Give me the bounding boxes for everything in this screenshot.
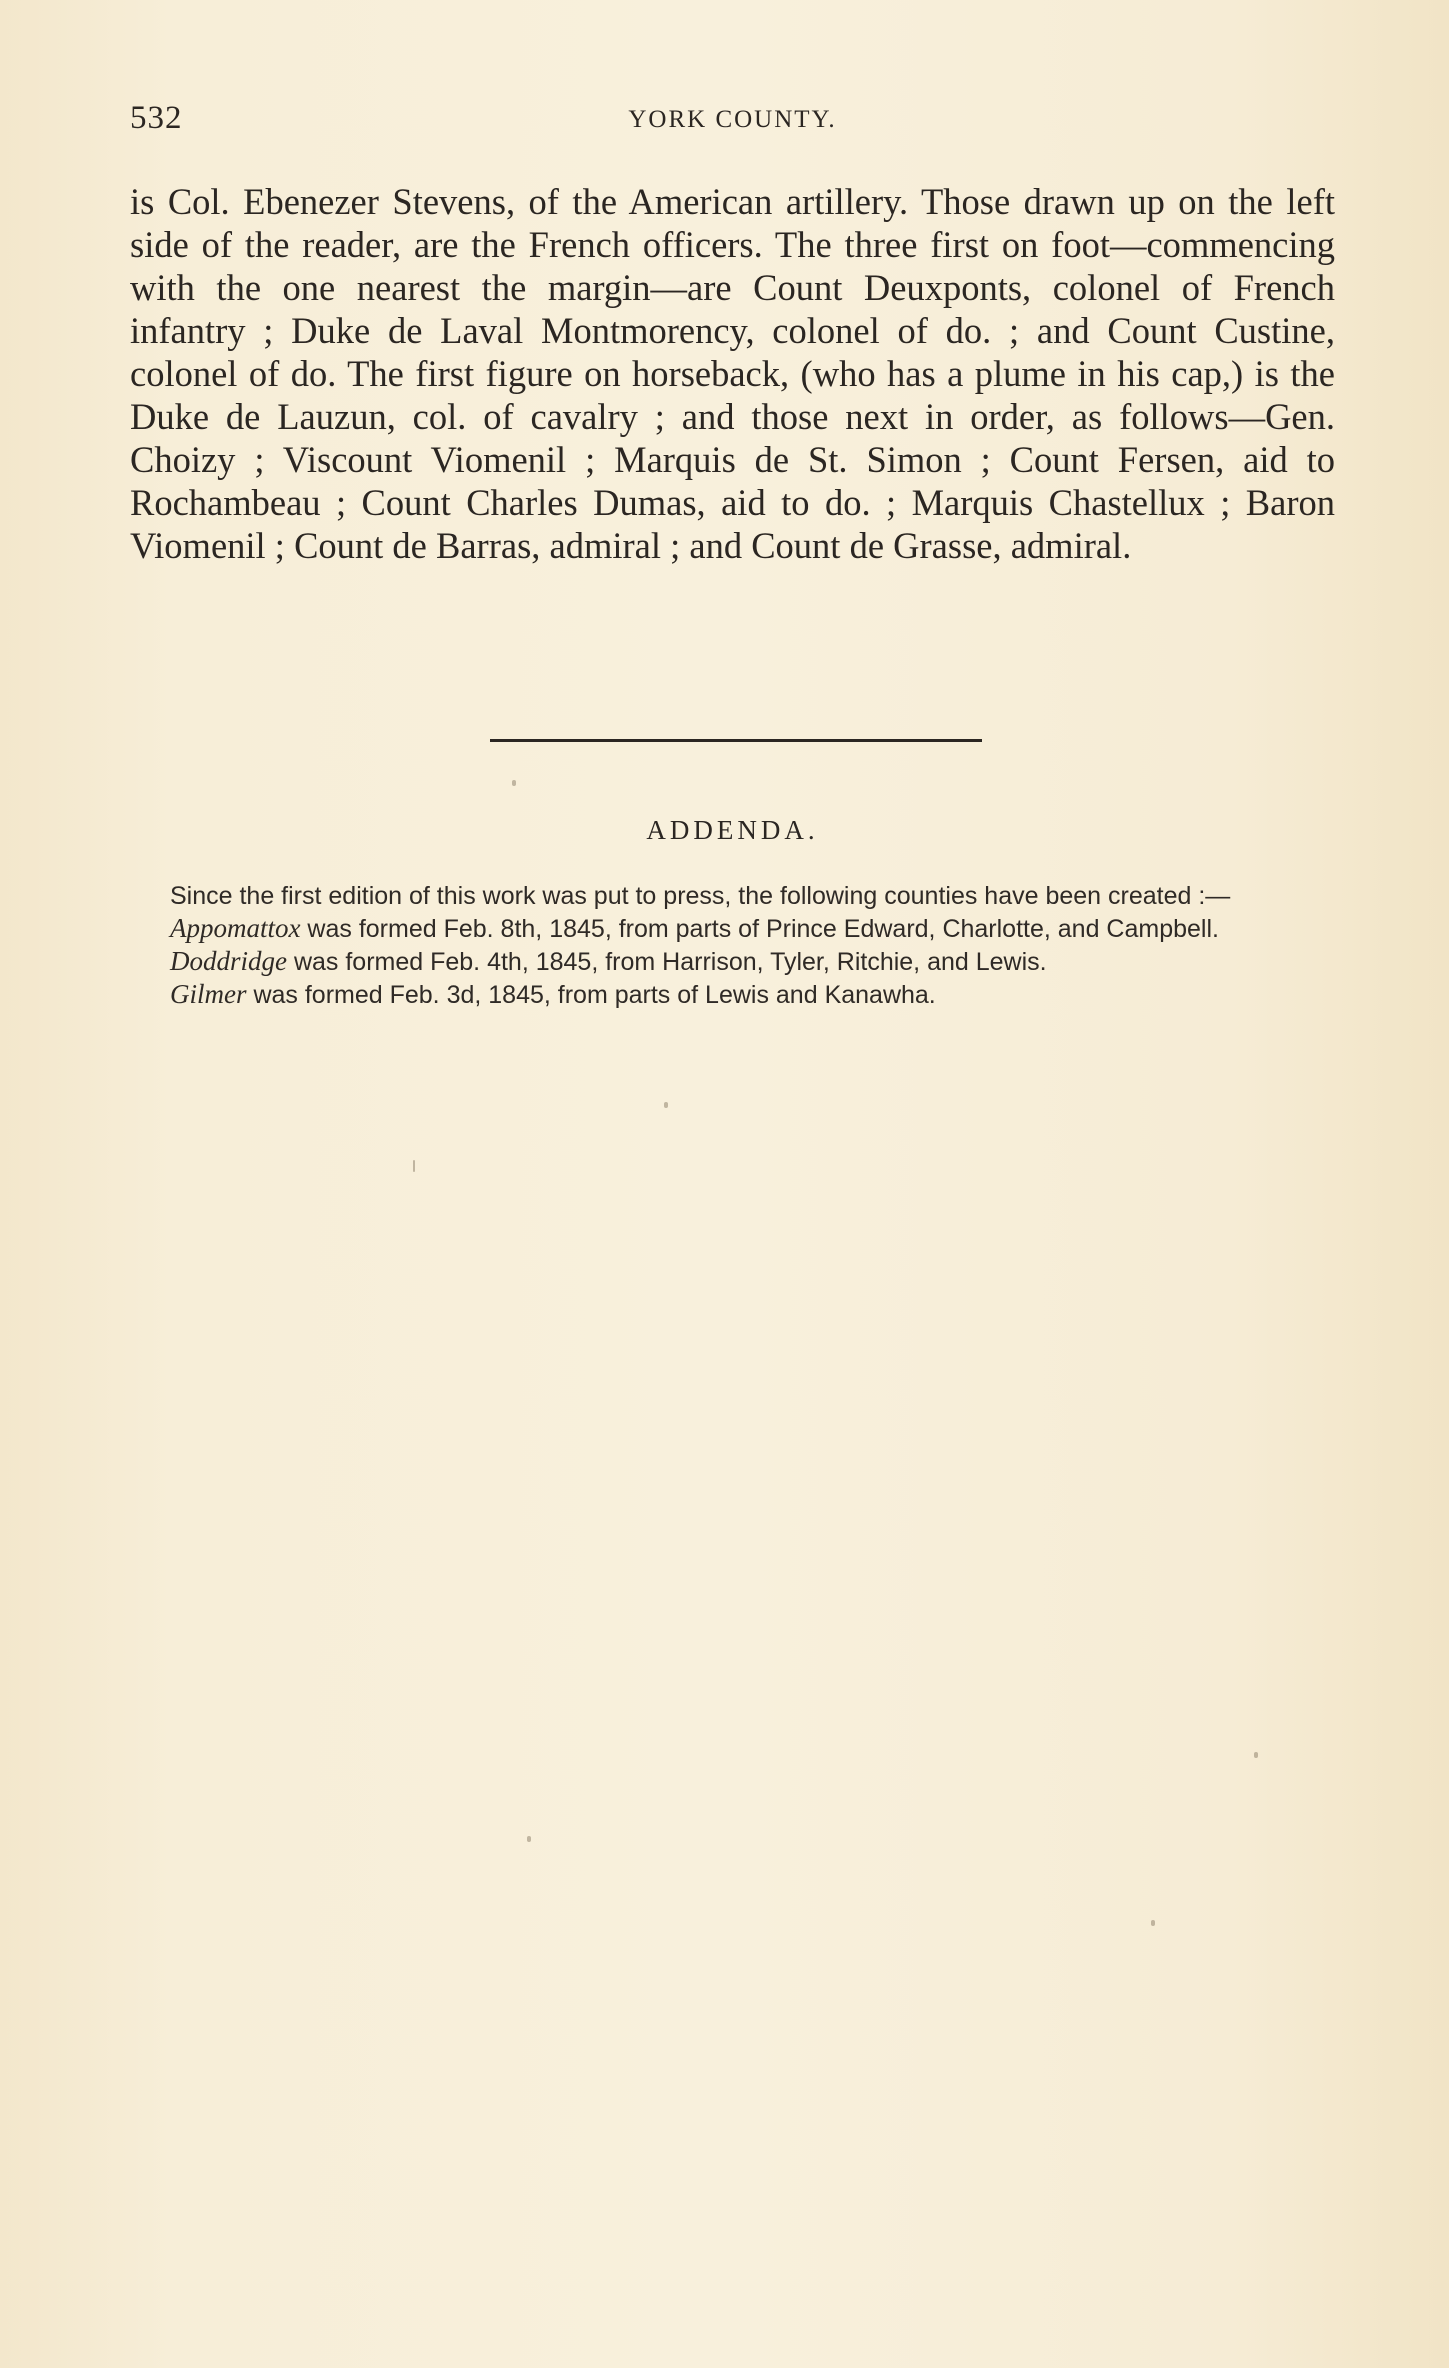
county-description: was formed Feb. 4th, 1845, from Harrison, Tyler, Ritchie, and Lewis. — [287, 948, 1047, 976]
body-paragraph: is Col. Ebenezer Stevens, of the American artillery. Those drawn up on the left side of the reader, are the French officers. The three first on foot—commencing with the one nearest the margin—are Count Deuxponts, colonel of French infantry ; Duke de Laval Montmorency, colonel of do. ; and Count Custine, colonel of do. The first figure on horseback, (who has a plume in his cap,) is the Duke de Lauzun, col. of cavalry ; and those next in order, as follows—Gen. Choizy ; Viscount Viomenil ; Marquis de St. Simon ; Count Fersen, aid to Rochambeau ; Count Charles Dumas, aid to do. ; Marquis Chastellux ; Baron Viomenil ; Count de Barras, admiral ; and Count de Grasse, admiral. — [130, 181, 1335, 566]
page-header — [130, 100, 1335, 140]
addenda-section — [130, 880, 1335, 1011]
county-description: was formed Feb. 3d, 1845, from parts of Lewis and Kanawha. — [246, 981, 936, 1009]
paper-speck — [512, 780, 516, 786]
section-divider — [490, 739, 982, 742]
addenda-intro: Since the first edition of this work was put to press, the following counties have been created :— — [170, 882, 1231, 910]
paper-speck — [1254, 1752, 1258, 1758]
paper-speck — [1151, 1920, 1155, 1926]
county-description: was formed Feb. 8th, 1845, from parts of Prince Edward, Charlotte, and Campbell. — [300, 915, 1219, 943]
paper-speck — [527, 1836, 531, 1842]
addenda-entry — [130, 912, 1335, 945]
addenda-entry — [130, 978, 1335, 1011]
running-head: YORK COUNTY. — [628, 106, 837, 133]
paper-speck — [413, 1160, 415, 1172]
county-name: Gilmer — [170, 979, 247, 1009]
county-name: Appomattox — [170, 913, 301, 943]
addenda-entry — [130, 945, 1335, 978]
addenda-heading: ADDENDA. — [646, 815, 819, 845]
county-name: Doddridge — [170, 946, 287, 976]
page-number: 532 — [130, 100, 183, 136]
paper-speck — [664, 1102, 668, 1108]
main-text — [130, 180, 1335, 567]
